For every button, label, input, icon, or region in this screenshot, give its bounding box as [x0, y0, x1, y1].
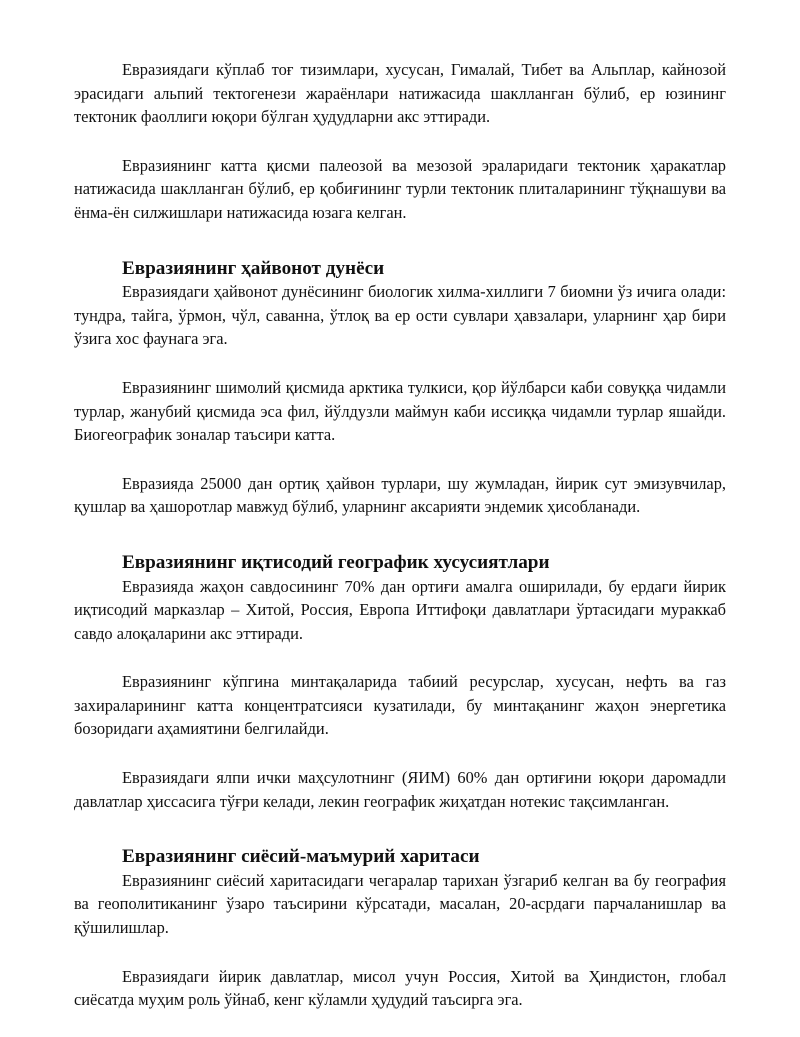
paragraph: Евразиянинг катта қисми палеозой ва мезозой эраларидаги тектоник ҳаракатлар натижасида шаклланган бўлиб, ер қобиғининг турли тектоник плиталарининг тўқнашуви ва ёнма-ён силжишлари натижасида юзага келган. [74, 155, 726, 222]
paragraph: Евразиядаги йирик давлатлар, мисол учун Россия, Хитой ва Ҳиндистон, глобал сиёсатда муҳим роль ўйнаб, кенг кўламли ҳудудий таъсирга эга. [74, 966, 726, 1010]
paragraph: Евразияда 25000 дан ортиқ ҳайвон турлари, шу жумладан, йирик сут эмизувчилар, қушлар ва ҳашоротлар мавжуд бўлиб, уларнинг аксарияти эндемик ҳисобланади. [74, 473, 726, 517]
paragraph: Евразиядаги кўплаб тоғ тизимлари, хусусан, Гималай, Тибет ва Альплар, кайнозой эрасидаги альпий тектогенези жараёнлари натижасида шаклланган бўлиб, ер юзининг тектоник фаоллиги юқори бўлган ҳудудларни акс эттиради. [74, 60, 726, 127]
paragraph: Евразиядаги ҳайвонот дунёсининг биологик хилма-хиллиги 7 биомни ўз ичига олади: тундра, тайга, ўрмон, чўл, саванна, ўтлоқ ва ер ости сувлари ҳавзалари, уларнинг ҳар бири ўзига хос фаунага эга. [74, 282, 726, 349]
paragraph: Евразиянинг сиёсий харитасидаги чегаралар тарихан ўзгариб келган ва бу география ва геополитиканинг ўзаро таъсирини кўрсатади, масалан, 20-асрдаги парчаланишлар ва қўшилишлар. [74, 870, 726, 938]
paragraph: Евразиянинг шимолий қисмида арктика тулкиси, қор йўлбарси каби совуққа чидамли турлар, жанубий қисмида эса фил, йўлдузли маймун каби иссиққа чидамли турлар яшайди. Биогеографик зоналар таъсири катта. [74, 377, 726, 445]
section-heading-political-map: Евразиянинг сиёсий-маъмурий харитаси [122, 846, 480, 868]
section-heading-economy: Евразиянинг иқтисодий географик хусусиятлари [122, 551, 550, 573]
paragraph: Евразияда жаҳон савдосининг 70% дан ортиғи амалга оширилади, бу ердаги йирик иқтисодий марказлар – Хитой, Россия, Европа Иттифоқи давлатлари ўртасидаги мураккаб савдо алоқаларини акс эттиради. [74, 576, 726, 643]
paragraph: Евразиядаги ялпи ички маҳсулотнинг (ЯИМ) 60% дан ортиғини юқори даромадли давлатлар ҳиссасига тўғри келади, лекин географик жиҳатдан нотекис тақсимланган. [74, 768, 726, 811]
section-heading-fauna: Евразиянинг ҳайвонот дунёси [122, 257, 385, 279]
paragraph: Евразиянинг кўпгина минтақаларида табиий ресурслар, хусусан, нефть ва газ захираларининг катта концентратсияси кузатилади, бу минтақанинг жаҳон энергетика бозоридаги аҳамиятини белгилайди. [74, 672, 726, 739]
document-page [74, 58, 726, 1037]
